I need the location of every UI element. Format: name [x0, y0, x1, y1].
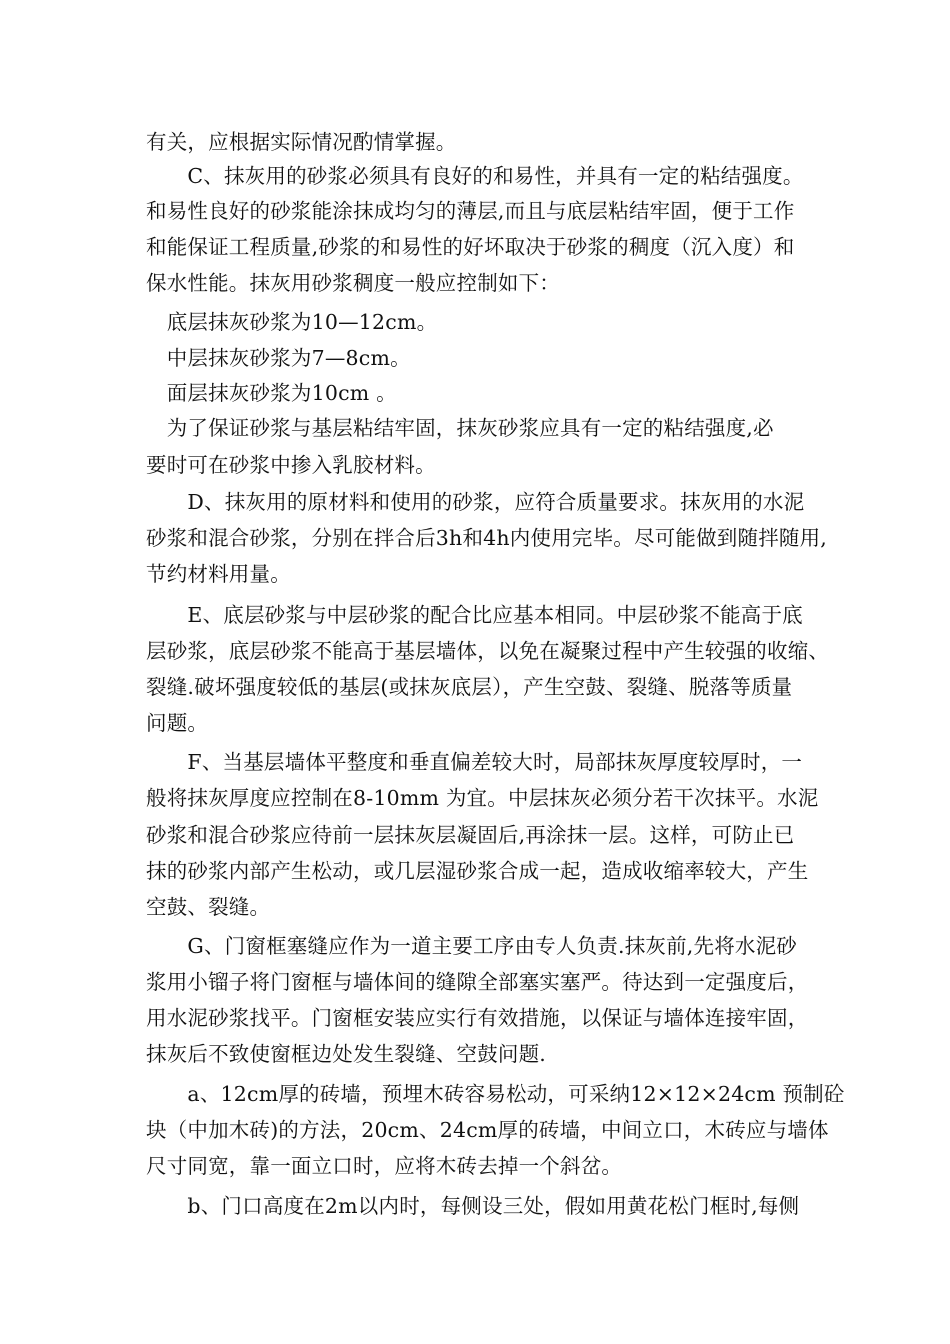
text-line: 裂缝.破坏强度较低的基层(或抹灰底层），产生空鼓、裂缝、脱落等质量: [146, 675, 793, 699]
text-line: 和易性良好的砂浆能涂抹成均匀的薄层,而且与底层粘结牢固，便于工作: [146, 199, 795, 223]
text-line: 节约材料用量。: [146, 562, 291, 586]
text-line: 中层抹灰砂浆为7—8cm。: [146, 346, 411, 370]
text-line: 保水性能。抹灰用砂浆稠度一般应控制如下：: [146, 271, 560, 295]
text-line: G、门窗框塞缝应作为一道主要工序由专人负责.抹灰前,先将水泥砂: [146, 934, 798, 958]
text-line: 砂浆和混合砂浆，分别在拌合后3h和4h内使用完毕。尽可能做到随拌随用,: [146, 526, 828, 550]
text-line: 有关，应根据实际情况酌情掌握。: [146, 130, 457, 154]
text-line: b、门口高度在2m以内时，每侧设三处，假如用黄花松门框时,每侧: [146, 1194, 800, 1218]
text-line: 层砂浆，底层砂浆不能高于基层墙体，以免在凝聚过程中产生较强的收缩、: [146, 639, 830, 663]
text-line: 要时可在砂浆中掺入乳胶材料。: [146, 453, 436, 477]
text-line: 用水泥砂浆找平。门窗框安装应实行有效措施，以保证与墙体连接牢固，: [146, 1006, 809, 1030]
text-line: 抹的砂浆内部产生松动，或几层湿砂浆合成一起，造成收缩率较大，产生: [146, 859, 809, 883]
text-line: C、抹灰用的砂浆必须具有良好的和易性，并具有一定的粘结强度。: [146, 164, 804, 188]
text-line: 底层抹灰砂浆为10—12cm。: [146, 310, 438, 334]
text-line: 浆用小镏子将门窗框与墙体间的缝隙全部塞实塞严。待达到一定强度后，: [146, 970, 809, 994]
text-line: 和能保证工程质量,砂浆的和易性的好坏取决于砂浆的稠度（沉入度）和: [146, 235, 795, 259]
text-line: 空鼓、裂缝。: [146, 895, 271, 919]
text-line: 抹灰后不致使窗框边处发生裂缝、空鼓问题.: [146, 1042, 547, 1066]
text-line: 问题。: [146, 711, 209, 735]
text-line: 般将抹灰厚度应控制在8-10mm 为宜。中层抹灰必须分若干次抹平。水泥: [146, 786, 819, 810]
text-line: 面层抹灰砂浆为10cm 。: [146, 381, 397, 405]
text-line: D、抹灰用的原材料和使用的砂浆，应符合质量要求。抹灰用的水泥: [146, 490, 805, 514]
text-line: 尺寸同宽，靠一面立口时，应将木砖去掉一个斜岔。: [146, 1154, 623, 1178]
text-line: 块（中加木砖)的方法，20cm、24cm厚的砖墙，中间立口，木砖应与墙体: [146, 1118, 829, 1142]
text-line: 砂浆和混合砂浆应待前一层抹灰层凝固后,再涂抹一层。这样，可防止已: [146, 823, 795, 847]
text-line: a、12cm厚的砖墙，预埋木砖容易松动，可采纳12×12×24cm 预制砼: [146, 1082, 845, 1106]
text-line: F、当基层墙体平整度和垂直偏差较大时，局部抹灰厚度较厚时，一: [146, 750, 803, 774]
text-line: 为了保证砂浆与基层粘结牢固，抹灰砂浆应具有一定的粘结强度,必: [146, 416, 774, 440]
text-line: E、底层砂浆与中层砂浆的配合比应基本相同。中层砂浆不能高于底: [146, 603, 803, 627]
